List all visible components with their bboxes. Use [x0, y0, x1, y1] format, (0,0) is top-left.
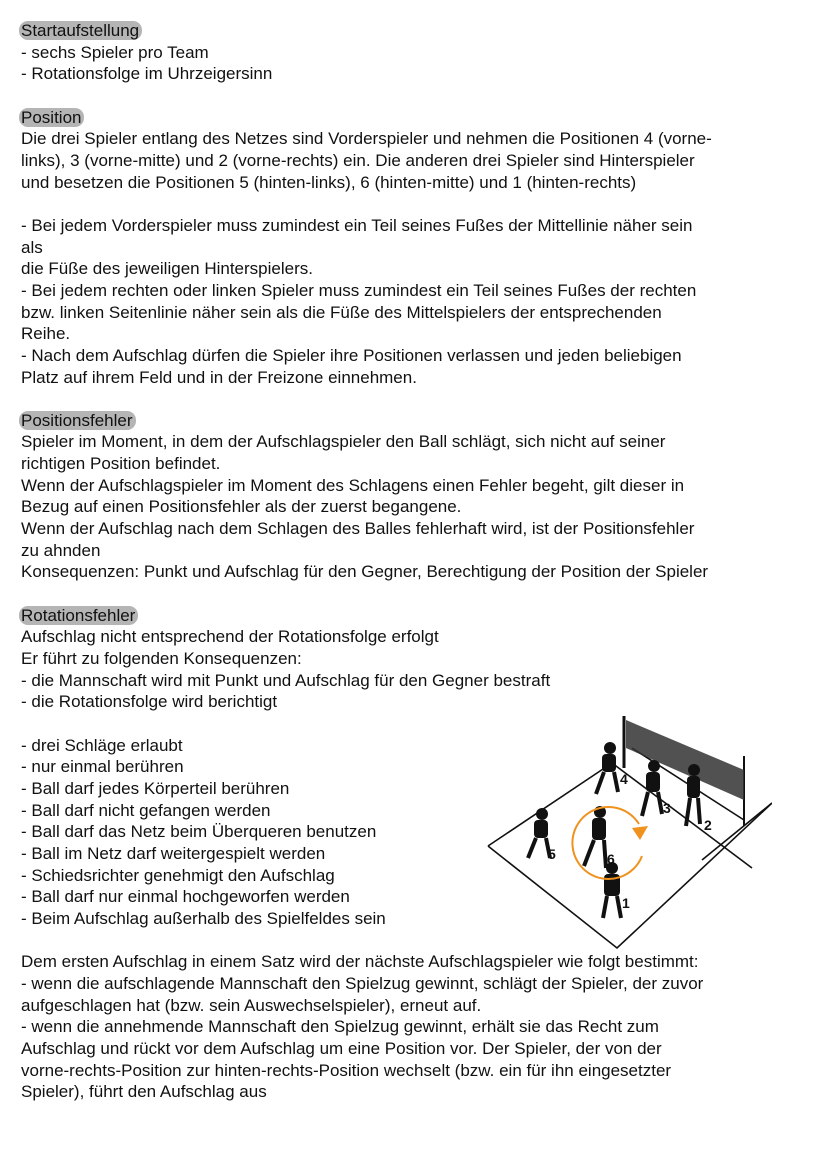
- text-line: - Schiedsrichter genehmigt den Aufschlag: [21, 865, 335, 885]
- svg-text:4: 4: [620, 771, 628, 787]
- text-line: - Nach dem Aufschlag dürfen die Spieler ihre Positionen verlassen und jeden beliebigen: [21, 345, 682, 365]
- text-line: - die Rotationsfolge wird berichtigt: [21, 692, 278, 712]
- text-line: Spieler), führt den Aufschlag aus: [21, 1082, 267, 1102]
- text-line: - wenn die aufschlagende Mannschaft den Spielzug gewinnt, schlägt der Spieler, der zuvor: [21, 973, 704, 993]
- svg-text:3: 3: [663, 800, 671, 816]
- svg-text:2: 2: [704, 817, 712, 833]
- text-line: Aufschlag nicht entsprechend der Rotationsfolge erfolgt: [21, 627, 439, 647]
- text-line: Bezug auf einen Positionsfehler als der zuerst begangene.: [21, 497, 462, 517]
- text-line: bzw. linken Seitenlinie näher sein als die Füße des Mittelspielers der entsprechenden: [21, 302, 662, 322]
- text-line: Wenn der Aufschlagspieler im Moment des Schlagens einen Fehler begeht, gilt dieser in: [21, 475, 685, 495]
- blank-line: [21, 583, 811, 605]
- svg-text:5: 5: [548, 846, 556, 862]
- section-heading-row: [21, 605, 811, 627]
- text-line: richtigen Position befindet.: [21, 454, 221, 474]
- section-heading-row: [21, 20, 811, 42]
- player-6: [584, 806, 606, 868]
- svg-text:6: 6: [607, 851, 615, 867]
- player-5: [528, 808, 550, 858]
- text-line: - Ball darf nur einmal hochgeworfen werden: [21, 887, 350, 907]
- text-line: - Beim Aufschlag außerhalb des Spielfeldes sein: [21, 908, 386, 928]
- svg-text:1: 1: [622, 895, 630, 911]
- section-heading: Rotationsfehler: [19, 606, 138, 625]
- text-line: - sechs Spieler pro Team: [21, 42, 209, 62]
- text-line: Konsequenzen: Punkt und Aufschlag für den Gegner, Berechtigung der Position der Spieler: [21, 562, 709, 582]
- text-line: - die Mannschaft wird mit Punkt und Aufschlag für den Gegner bestraft: [21, 670, 551, 690]
- text-line: Aufschlag und rückt vor dem Aufschlag um eine Position vor. Der Spieler, der von der: [21, 1038, 662, 1058]
- text-line: Dem ersten Aufschlag in einem Satz wird der nächste Aufschlagspieler wie folgt bestimmt:: [21, 952, 699, 972]
- text-line: aufgeschlagen hat (bzw. sein Auswechselspieler), erneut auf.: [21, 995, 482, 1015]
- blank-line: [21, 85, 811, 107]
- player-4: [596, 742, 618, 794]
- text-line: - Rotationsfolge im Uhrzeigersinn: [21, 64, 273, 84]
- blank-line: [21, 193, 811, 215]
- text-line: - Bei jedem Vorderspieler muss zumindest ein Teil seines Fußes der Mittellinie näher sein: [21, 215, 693, 235]
- text-line: als: [21, 237, 43, 257]
- text-line: Platz auf ihrem Feld und in der Freizone einnehmen.: [21, 367, 417, 387]
- text-line: - Ball darf jedes Körperteil berühren: [21, 778, 290, 798]
- section-heading: Position: [19, 108, 84, 127]
- text-line: - Ball im Netz darf weitergespielt werden: [21, 843, 326, 863]
- text-line: Wenn der Aufschlag nach dem Schlagen des Balles fehlerhaft wird, ist der Positionsfehler: [21, 519, 695, 539]
- text-line: links), 3 (vorne-mitte) und 2 (vorne-rechts) ein. Die anderen drei Spieler sind Hinterspieler: [21, 150, 695, 170]
- text-line: - Ball darf das Netz beim Überqueren benutzen: [21, 822, 377, 842]
- section-heading-row: [21, 410, 811, 432]
- player-1: [603, 862, 621, 918]
- text-line: - Ball darf nicht gefangen werden: [21, 800, 271, 820]
- text-line: vorne-rechts-Position zur hinten-rechts-Position wechselt (bzw. ein für ihn eingesetzter: [21, 1060, 672, 1080]
- text-line: - nur einmal berühren: [21, 757, 184, 777]
- text-line: Reihe.: [21, 324, 71, 344]
- text-line: zu ahnden: [21, 540, 101, 560]
- text-line: Spieler im Moment, in dem der Aufschlagspieler den Ball schlägt, sich nicht auf seiner: [21, 432, 666, 452]
- text-line: - Bei jedem rechten oder linken Spieler muss zumindest ein Teil seines Fußes der rechten: [21, 280, 697, 300]
- text-line: - wenn die annehmende Mannschaft den Spielzug gewinnt, erhält sie das Recht zum: [21, 1017, 659, 1037]
- volleyball-rotation-illustration: [482, 708, 772, 953]
- text-line: und besetzen die Positionen 5 (hinten-links), 6 (hinten-mitte) und 1 (hinten-rechts): [21, 172, 637, 192]
- blank-line: [21, 388, 811, 410]
- text-line: - drei Schläge erlaubt: [21, 735, 183, 755]
- section-heading-row: [21, 107, 811, 129]
- text-line: Er führt zu folgenden Konsequenzen:: [21, 649, 302, 669]
- text-line: Die drei Spieler entlang des Netzes sind Vorderspieler und nehmen die Positionen 4 (vorne-: [21, 129, 712, 149]
- text-line: die Füße des jeweiligen Hinterspielers.: [21, 259, 313, 279]
- section-heading: Positionsfehler: [19, 411, 136, 430]
- section-heading: Startaufstellung: [19, 21, 142, 40]
